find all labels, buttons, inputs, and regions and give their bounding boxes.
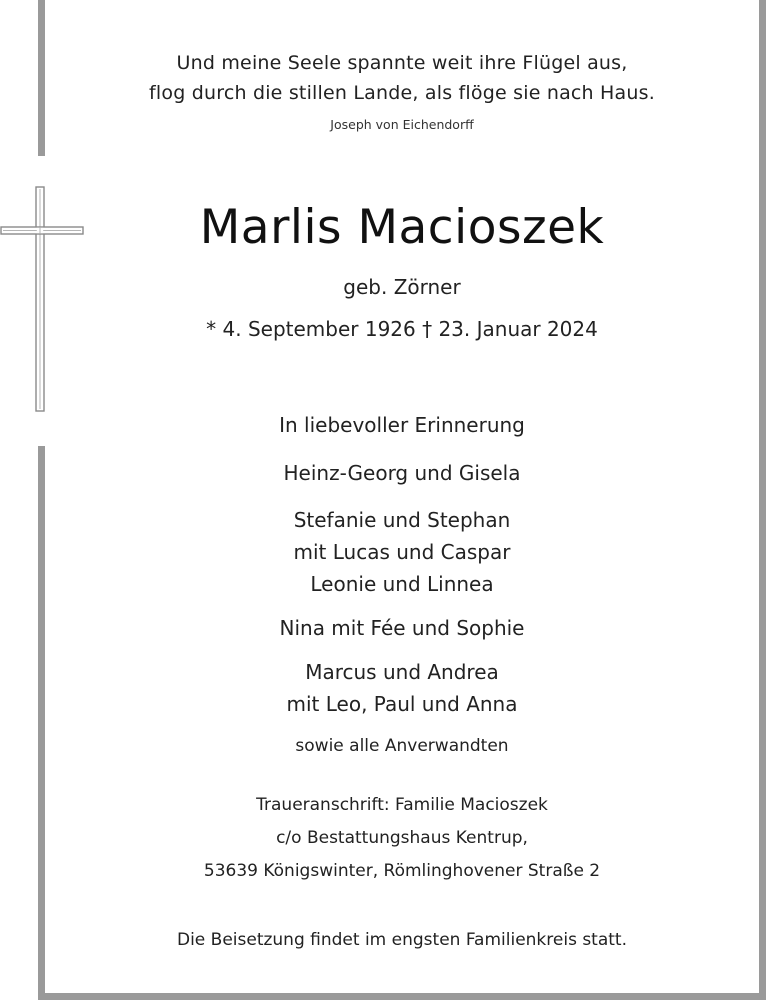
frame-right (759, 0, 766, 1000)
burial-note: Die Beisetzung findet im engsten Familienkreis statt. (176, 930, 628, 950)
address-line-3: 53639 Königswinter, Römlinghovener Straße 2 (203, 861, 601, 881)
mourner-group-4-line-1: Marcus und Andrea (305, 660, 499, 684)
birth-name: geb. Zörner (343, 275, 461, 299)
address-line-1: Traueranschrift: Familie Macioszek (256, 795, 548, 815)
quote-line-1: Und meine Seele spannte weit ihre Flügel aus, (176, 52, 628, 74)
deceased-name: Marlis Macioszek (199, 200, 605, 255)
address-line-2: c/o Bestattungshaus Kentrup, (276, 828, 528, 848)
quote-author: Joseph von Eichendorff (330, 117, 474, 132)
mourner-group-2-line-1: Stefanie und Stephan (293, 508, 511, 532)
mourner-group-2-line-2: mit Lucas und Caspar (293, 540, 511, 564)
quote-line-2: flog durch die stillen Lande, als flöge sie nach Haus. (149, 82, 655, 104)
frame-left-bottom (38, 446, 45, 1000)
mourner-group-2-line-3: Leonie und Linnea (310, 572, 494, 596)
frame-left-top (38, 0, 45, 156)
frame-bottom (38, 993, 766, 1000)
mourner-group-1: Heinz-Georg und Gisela (283, 461, 521, 485)
mourner-group-4-line-2: mit Leo, Paul und Anna (286, 692, 518, 716)
memorial-intro: In liebevoller Erinnerung (279, 413, 525, 437)
life-dates: * 4. September 1926 † 23. Januar 2024 (206, 317, 598, 341)
mourner-group-3: Nina mit Fée und Sophie (279, 616, 525, 640)
relatives-line: sowie alle Anverwandten (295, 736, 509, 756)
